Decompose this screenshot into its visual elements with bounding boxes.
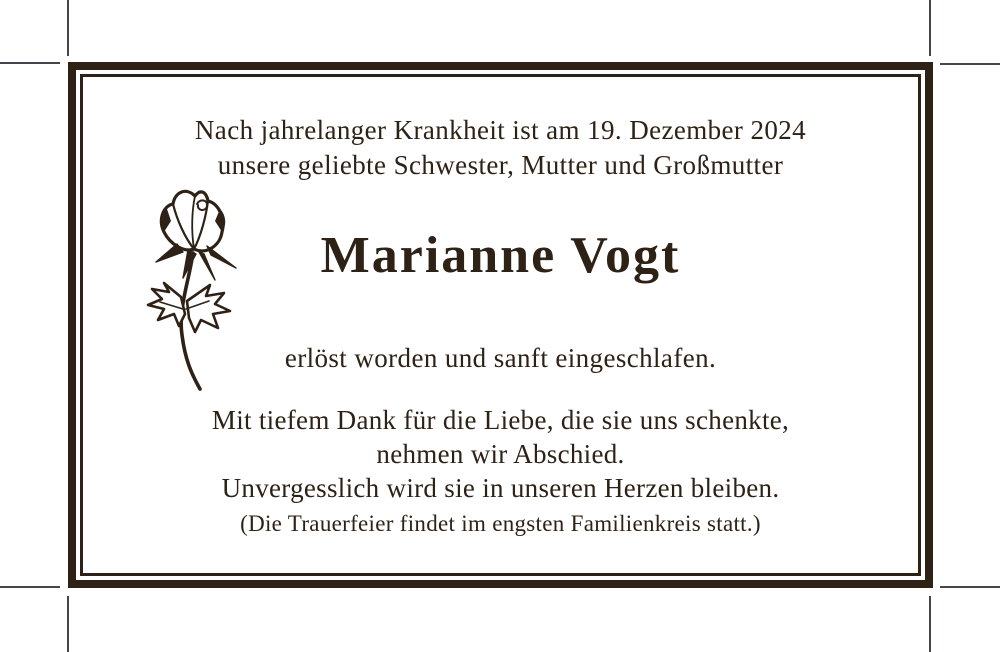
deceased-name: Marianne Vogt: [320, 227, 681, 284]
farewell-line-3: Unvergesslich wird sie in unseren Herzen bleiben.: [221, 473, 780, 503]
crop-mark-bottom-left-horizontal: [0, 586, 60, 588]
farewell-line-2: nehmen wir Abschied.: [376, 439, 625, 469]
obituary-card: [68, 62, 933, 588]
crop-mark-bottom-right-horizontal: [940, 586, 1000, 588]
crop-mark-top-left-horizontal: [0, 62, 60, 64]
obituary-card-inner-frame: [80, 74, 921, 576]
crop-mark-bottom-right-vertical: [929, 596, 931, 652]
crop-mark-top-right-horizontal: [940, 63, 1000, 65]
intro-line-1: Nach jahrelanger Krankheit ist am 19. Dezember 2024: [194, 115, 807, 145]
farewell-line-1: Mit tiefem Dank für die Liebe, die sie uns schenkte,: [211, 405, 790, 435]
intro-line-2: unsere geliebte Schwester, Mutter und Großmutter: [217, 150, 784, 180]
crop-mark-top-left-vertical: [67, 0, 69, 56]
release-line: erlöst worden und sanft eingeschlafen.: [284, 343, 717, 373]
crop-mark-top-right-vertical: [929, 0, 931, 56]
funeral-note: (Die Trauerfeier findet im engsten Familienkreis statt.): [240, 511, 761, 536]
crop-mark-bottom-left-vertical: [67, 596, 69, 652]
